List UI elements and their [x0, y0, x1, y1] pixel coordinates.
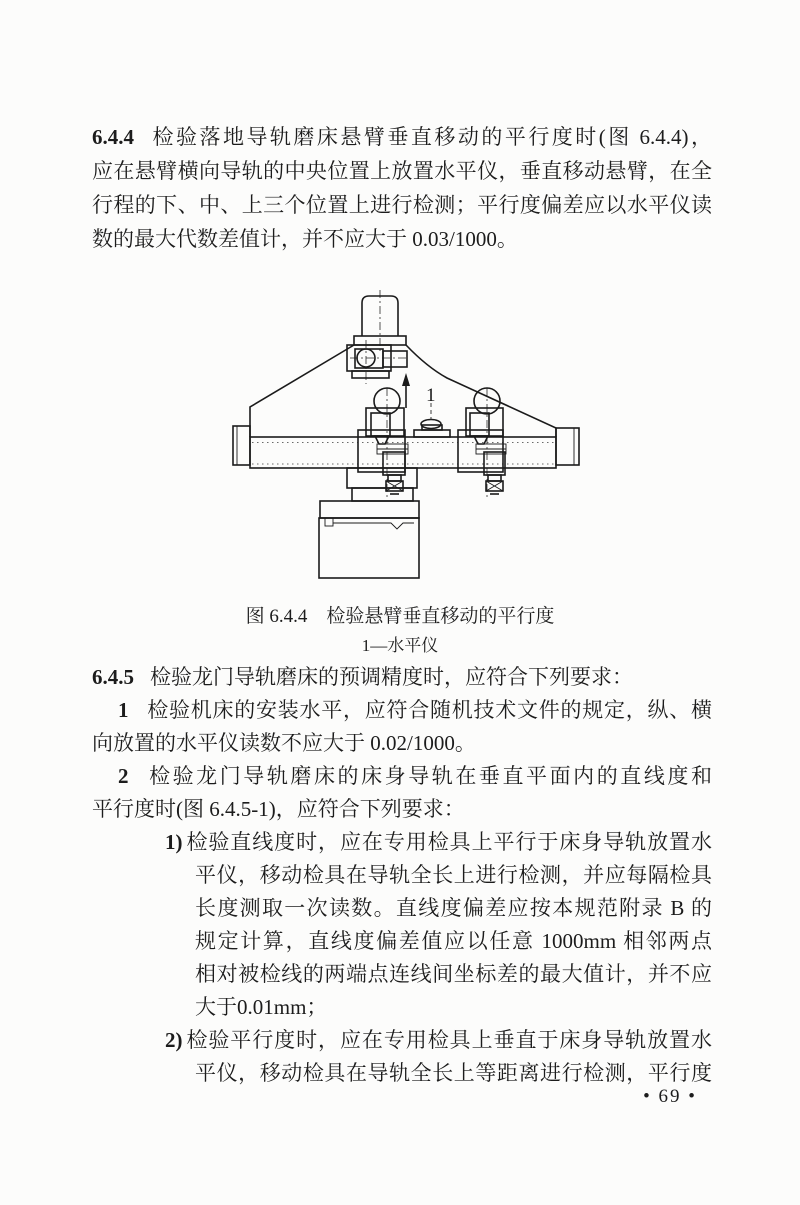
text-line: 平仪，移动检具在导轨全长上等距离进行检测，平行度 [195, 1061, 712, 1085]
up-arrow-icon [402, 373, 410, 408]
subitem-number: 2) [165, 1028, 183, 1052]
grinding-head-left [358, 388, 408, 494]
text-line [118, 760, 712, 793]
text-line: 行程的下、中、上三个位置上进行检测；平行度偏差应以水平仪读 [92, 193, 712, 217]
item-text: 检验龙门导轨磨床的床身导轨在垂直平面内的直线度和 [146, 764, 712, 788]
text-line: 相对被检线的两端点连线间坐标差的最大值计，并不应 [195, 962, 712, 986]
top-column [354, 296, 406, 345]
item-text: 检验机床的安装水平，应符合随机技术文件的规定，纵、横 [146, 698, 712, 722]
text-line [165, 826, 712, 859]
callout-label-1: 1 [426, 385, 436, 406]
text-line: 规定计算，直线度偏差值应以任意 1000mm 相邻两点 [195, 929, 712, 953]
text-line: 长度测取一次读数。直线度偏差应按本规范附录 B 的 [195, 896, 712, 920]
item-number: 1 [118, 698, 129, 722]
text-line: 应在悬臂横向导轨的中央位置上放置水平仪，垂直移动悬臂，在全 [92, 159, 712, 183]
pedestal-and-table [319, 468, 419, 578]
text-line [92, 120, 712, 154]
text-line [165, 1024, 712, 1057]
figure-legend: 1—水平仪 [361, 636, 439, 655]
level-instrument [414, 385, 450, 437]
text-line: 平行度时(图 6.4.5-1)，应符合下列要求： [92, 797, 465, 821]
figure-6-4-4-diagram [228, 285, 586, 587]
figure-caption: 图 6.4.4 检验悬臂垂直移动的平行度 [245, 606, 555, 627]
subitem-text: 检验平行度时，应在专用检具上垂直于床身导轨放置水 [185, 1028, 712, 1052]
text-line [92, 661, 712, 694]
bearing-assembly [347, 345, 407, 378]
crossbeam [233, 426, 579, 468]
text-line: 向放置的水平仪读数不应大于 0.02/1000。 [92, 731, 476, 755]
text-line [118, 694, 712, 727]
section-6-4-5 [92, 661, 712, 1090]
clause-text: 检验龙门导轨磨床的预调精度时，应符合下列要求： [150, 665, 633, 689]
text-line: 数的最大代数差值计，并不应大于 0.03/1000。 [92, 227, 518, 251]
gantry-body [250, 345, 556, 437]
page-number: • 69 • [643, 1086, 697, 1107]
item-number: 2 [118, 764, 129, 788]
text-line: 大于0.01mm； [195, 995, 328, 1019]
paragraph-6-4-4 [92, 120, 712, 256]
subitem-number: 1) [165, 830, 183, 854]
text-line: 平仪，移动检具在导轨全长上进行检测，并应每隔检具 [195, 863, 712, 887]
clause-number: 6.4.5 [92, 665, 134, 689]
clause-text: 检验落地导轨磨床悬臂垂直移动的平行度时(图 6.4.4)， [150, 125, 712, 149]
subitem-text: 检验直线度时，应在专用检具上平行于床身导轨放置水 [185, 830, 712, 854]
grinding-head-right [458, 388, 506, 494]
clause-number: 6.4.4 [92, 125, 134, 149]
